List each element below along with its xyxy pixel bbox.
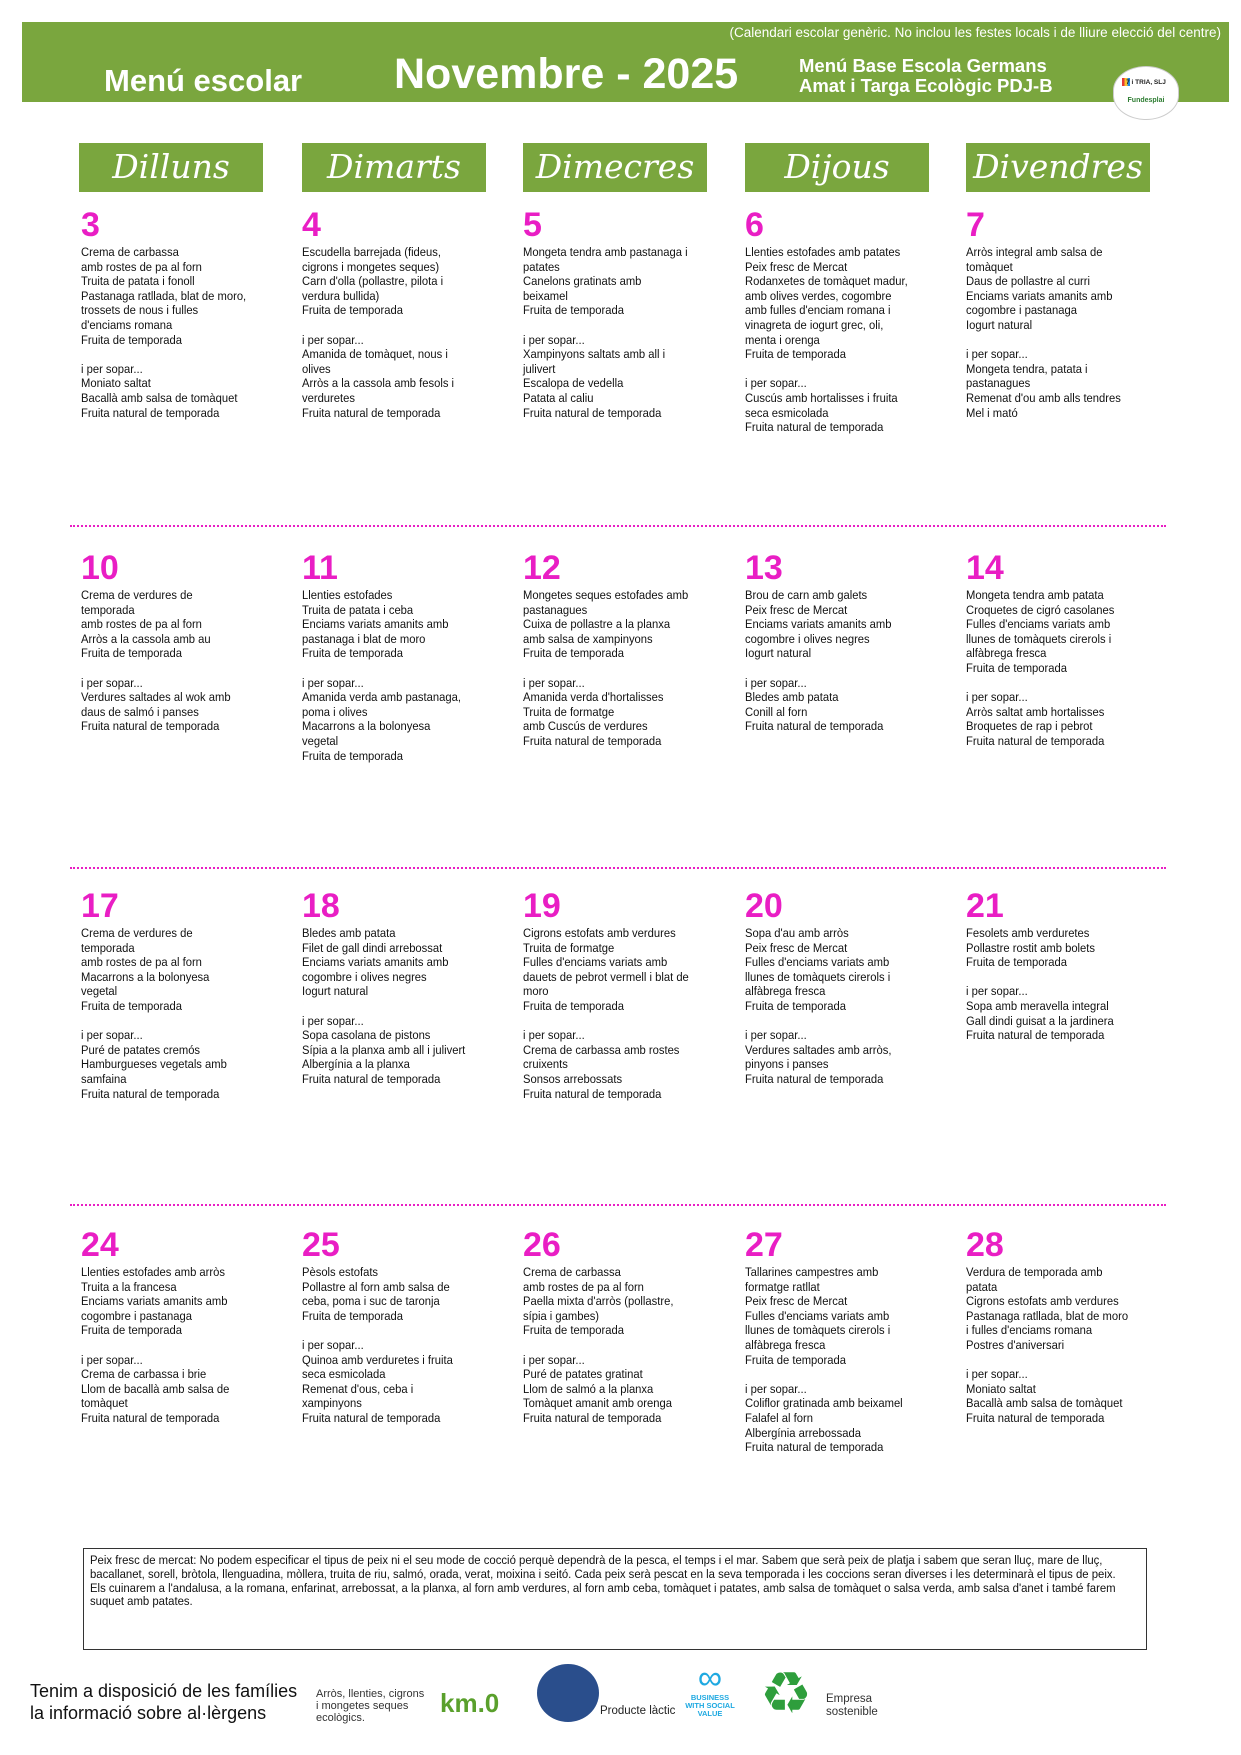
day-cell [745, 1227, 945, 1455]
logo-line-2: Fundesplai [1127, 97, 1165, 104]
day-menu: Crema de verdures de temporada amb rostes de pa al forn Macarrons a la bolonyesa vegetal Fruita de temporada i per sopar... Puré de patates cremós Hamburgueses vegetals amb samfaina Fruita natural de temporada [81, 926, 227, 1101]
day-menu: Crema de verdures de temporada amb rostes de pa al forn Arròs a la cassola amb au Fruita de temporada i per sopar... Verdures saltades al wok amb daus de salmó i panses Fruita natural de temporada [81, 588, 231, 734]
logo-line-1: 7 i TRIA, SLJ [1126, 79, 1166, 86]
day-menu: Escudella barrejada (fideus, cigrons i mongetes seques) Carn d'olla (pollastre, pilota i verdura bullida) Fruita de temporada i per sopar... Amanida de tomàquet, nous i olives Arròs a la cassola amb fesols i verduretes Fruita natural de temporada [302, 245, 455, 420]
day-menu: Mongetes seques estofades amb pastanagues Cuixa de pollastre a la planxa amb salsa de xampinyons Fruita de temporada i per sopar... Amanida verda d'hortalisses Truita de formatge amb Cuscús de verdures Fruita natural de temporada [523, 588, 689, 748]
school-name [799, 56, 1053, 96]
day-number: 5 [523, 206, 542, 244]
day-menu: Cigrons estofats amb verdures Truita de formatge Fulles d'enciams variats amb dauets de pebrot vermell i blat de moro Fruita de temporada i per sopar... Crema de carbassa amb rostes cruixents Sonsos arrebossats Fruita natural de temporada [523, 926, 689, 1101]
day-number: 25 [302, 1226, 340, 1264]
day-cell [966, 550, 1166, 749]
day-menu: Tallarines campestres amb formatge ratllat Peix fresc de Mercat Fulles d'enciams variats amb llunes de tomàquets cirerols i alfàbrega fresca Fruita de temporada i per sopar... Coliflor gratinada amb beixamel Falafel al forn Albergínia arrebossada Fruita natural de temporada [745, 1265, 903, 1455]
day-cell [302, 550, 502, 763]
calendar-note: (Calendari escolar genèric. No inclou les festes locals i de lliure elecció del centre) [729, 25, 1221, 40]
day-cell [523, 888, 723, 1101]
day-menu: Pèsols estofats Pollastre al forn amb salsa de ceba, poma i suc de taronja Fruita de temporada i per sopar... Quinoa amb verduretes i fruita seca esmicolada Remenat d'ous, ceba i xampinyons Fruita natural de temporada [302, 1265, 453, 1425]
day-cell [966, 888, 1166, 1043]
day-menu: Crema de carbassa amb rostes de pa al forn Paella mixta d'arròs (pollastre, sípia i gambes) Fruita de temporada i per sopar... Puré de patates gratinat Llom de salmó a la planxa Tomàquet amanit amb orenga Fruita natural de temporada [523, 1265, 674, 1425]
day-number: 28 [966, 1226, 1004, 1264]
day-cell [302, 207, 502, 420]
week-separator [70, 1204, 1166, 1206]
day-cell [302, 1227, 502, 1426]
day-cell [523, 550, 723, 749]
day-cell [745, 888, 945, 1087]
week-separator [70, 525, 1166, 527]
empresa-line-1: Empresa [826, 1693, 873, 1705]
day-number: 27 [745, 1226, 783, 1264]
allergen-info [30, 1680, 297, 1724]
day-cell [523, 207, 723, 420]
header-banner [22, 22, 1229, 102]
day-cell [81, 550, 281, 734]
fish-note-text: Peix fresc de mercat: No podem especificar el tipus de peix ni el seu mode de cocció perquè dependrà de la pesca, el temps i el mar. Sabem que serà peix de platja i sabem que seran lluç, mare de lluç, bacallanet, sorell, bròtola, llenguadina, mòllera, truita de riu, salmó, orada, verat, moixina i seitó. Cada peix serà pescat en la seva temporada i les coccions seran diverses i les determinarà el tipus de peix. Els cuinarem a l'andalusa, a la romana, enfarinat, arrebossat, a la planxa, al forn amb verdures, al forn amb ceba, tomàquet i patates, amb salsa de tomàquet o salsa verda, amb salsa d'anet i també farem suquet amb patates. [90, 1553, 1116, 1609]
day-menu: Sopa d'au amb arròs Peix fresc de Mercat Fulles d'enciams variats amb llunes de tomàquets cirerols i alfàbrega fresca Fruita de temporada i per sopar... Verdures saltades amb arròs, pinyons i panses Fruita natural de temporada [745, 926, 892, 1086]
allergen-line-1: Tenim a disposició de les famílies [30, 1681, 298, 1701]
day-cell [81, 888, 281, 1101]
infinity-icon: ∞ [697, 1659, 723, 1697]
day-menu: Fesolets amb verduretes Pollastre rostit amb bolets Fruita de temporada i per sopar... Sopa amb meravella integral Gall dindi guisat a la jardinera Fruita natural de temporada [966, 926, 1114, 1043]
day-header-tuesday: Dimarts [302, 143, 486, 192]
day-cell [966, 1227, 1166, 1426]
eco-line-1: Arròs, llenties, cigrons [316, 1688, 425, 1700]
business-social-value-logo [684, 1659, 736, 1724]
day-number: 11 [302, 549, 338, 587]
lactic-product-label: Producte làctic [600, 1705, 676, 1717]
day-menu: Crema de carbassa amb rostes de pa al forn Truita de patata i fonoll Pastanaga ratllada, blat de moro, trossets de nous i fulles d'enciams romana Fruita de temporada i per sopar... Moniato saltat Bacallà amb salsa de tomàquet Fruita natural de temporada [81, 245, 247, 420]
day-number: 20 [745, 887, 783, 925]
day-number: 17 [81, 887, 119, 925]
day-cell [966, 207, 1166, 420]
allergen-line-2: la informació sobre al·lèrgens [30, 1703, 267, 1723]
week-separator [70, 867, 1166, 869]
day-menu: Llenties estofades amb arròs Truita a la francesa Enciams variats amanits amb cogombre i pastanaga Fruita de temporada i per sopar... Crema de carbassa i brie Llom de bacallà amb salsa de tomàquet Fruita natural de temporada [81, 1265, 230, 1425]
menu-title: Menú escolar [104, 63, 303, 98]
day-cell [302, 888, 502, 1087]
day-cell [745, 207, 945, 435]
month-title: Novembre - 2025 [394, 50, 739, 98]
eco-line-3: ecològics. [316, 1712, 365, 1724]
school-line-2: Amat i Targa Ecològic PDJ-B [799, 75, 1053, 96]
sustainable-company-label [826, 1693, 878, 1719]
fundesplai-logo [1113, 66, 1179, 120]
day-number: 14 [966, 549, 1004, 587]
day-cell [81, 207, 281, 420]
day-menu: Brou de carn amb galets Peix fresc de Mercat Enciams variats amanits amb cogombre i olives negres Iogurt natural i per sopar... Bledes amb patata Conill al forn Fruita natural de temporada [745, 588, 892, 734]
day-number: 7 [966, 206, 985, 244]
day-header-friday: Divendres [966, 143, 1150, 192]
day-cell [745, 550, 945, 734]
empresa-line-2: sostenible [826, 1706, 878, 1718]
day-header-wednesday: Dimecres [523, 143, 707, 192]
day-number: 4 [302, 206, 321, 244]
eco-line-2: i mongetes seques [316, 1700, 409, 1712]
school-line-1: Menú Base Escola Germans [799, 55, 1047, 76]
day-menu: Mongeta tendra amb patata Croquetes de cigró casolanes Fulles d'enciams variats amb llunes de tomàquets cirerols i alfàbrega fresca Fruita de temporada i per sopar... Arròs saltat amb hortalisses Broquetes de rap i pebrot Fruita natural de temporada [966, 588, 1115, 748]
day-number: 19 [523, 887, 561, 925]
eco-legumes-text [316, 1688, 424, 1724]
day-cell [523, 1227, 723, 1426]
day-menu: Llenties estofades amb patates Peix fresc de Mercat Rodanxetes de tomàquet madur, amb olives verdes, cogombre amb fulles d'enciam romana i vinagreta de iogurt grec, oli, menta i orenga Fruita de temporada i per sopar... Cuscús amb hortalisses i fruita seca esmicolada Fruita natural de temporada [745, 245, 908, 435]
day-menu: Bledes amb patata Filet de gall dindi arrebossat Enciams variats amanits amb cogombre i olives negres Iogurt natural i per sopar... Sopa casolana de pistons Sípia a la planxa amb all i julivert Albergínia a la planxa Fruita natural de temporada [302, 926, 466, 1086]
day-header-monday: Dilluns [79, 143, 263, 192]
day-number: 13 [745, 549, 783, 587]
recycle-icon: ♻ [760, 1661, 812, 1726]
km0-logo: km.0 [440, 1688, 500, 1718]
day-number: 26 [523, 1226, 561, 1264]
day-menu: Mongeta tendra amb pastanaga i patates Canelons gratinats amb beixamel Fruita de temporada i per sopar... Xampinyons saltats amb all i julivert Escalopa de vedella Patata al caliu Fruita natural de temporada [523, 245, 688, 420]
day-menu: Llenties estofades Truita de patata i ceba Enciams variats amanits amb pastanaga i blat de moro Fruita de temporada i per sopar... Amanida verda amb pastanaga, poma i olives Macarrons a la bolonyesa vegetal Fruita de temporada [302, 588, 461, 763]
day-menu: Arròs integral amb salsa de tomàquet Daus de pollastre al curri Enciams variats amanits amb cogombre i pastanaga Iogurt natural i per sopar... Mongeta tendra, patata i pastanagues Remenat d'ou amb alls tendres Mel i mató [966, 245, 1121, 420]
day-number: 21 [966, 887, 1004, 925]
bwsv-label: BUSINESS WITH SOCIAL VALUE [685, 1693, 735, 1718]
day-number: 10 [81, 549, 119, 587]
day-cell [81, 1227, 281, 1426]
day-number: 12 [523, 549, 561, 587]
day-number: 3 [81, 206, 100, 244]
day-number: 24 [81, 1226, 119, 1264]
day-number: 18 [302, 887, 340, 925]
day-number: 6 [745, 206, 764, 244]
day-header-thursday: Dijous [745, 143, 929, 192]
la-fageda-cow-icon [537, 1664, 599, 1722]
day-menu: Verdura de temporada amb patata Cigrons estofats amb verdures Pastanaga ratllada, blat de moro i fulles d'enciams romana Postres d'aniversari i per sopar... Moniato saltat Bacallà amb salsa de tomàquet Fruita natural de temporada [966, 1265, 1129, 1425]
fish-note-box [83, 1548, 1147, 1650]
